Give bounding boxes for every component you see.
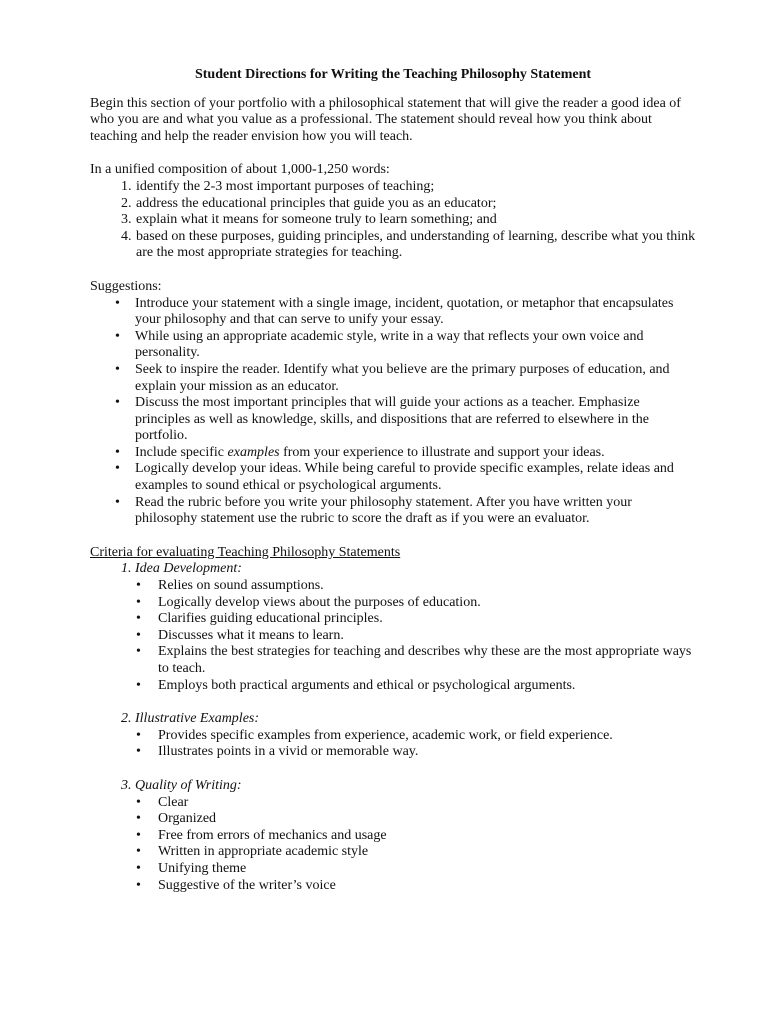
purpose-item: 4. based on these purposes, guiding principles, and understanding of learning, describe what you think are the most appropriate strategies for teaching. — [135, 229, 696, 262]
criterion-section — [135, 711, 696, 761]
suggestion-item — [135, 445, 696, 462]
document-title: Student Directions for Writing the Teaching Philosophy Statement — [194, 67, 592, 82]
criterion-item: • Discusses what it means to learn. — [158, 628, 696, 645]
suggestions-list — [90, 296, 696, 528]
suggestion-item: • Introduce your statement with a single image, incident, quotation, or metaphor that encapsulates your philosophy and that can serve to unify your essay. — [135, 296, 696, 329]
criterion-item: • Provides specific examples from experience, academic work, or field experience. — [158, 728, 696, 745]
criterion-items — [135, 578, 696, 694]
criterion-section — [135, 778, 696, 894]
criterion-item: • Logically develop views about the purposes of education. — [158, 595, 696, 612]
criterion-item: • Clarifies guiding educational principles. — [158, 611, 696, 628]
criterion-item: • Organized — [158, 811, 696, 828]
criterion-item: • Explains the best strategies for teaching and describes why these are the most appropriate ways to teach. — [158, 644, 696, 677]
suggestion-item: • Read the rubric before you write your philosophy statement. After you have written your philosophy statement use the rubric to score the draft as if you were an evaluator. — [135, 495, 696, 528]
purpose-item: 1. identify the 2-3 most important purposes of teaching; — [135, 179, 696, 196]
criterion-items — [135, 728, 696, 761]
criteria-list — [90, 561, 696, 894]
suggestion-item: • Discuss the most important principles that will guide your actions as a teacher. Emphasize principles as well as knowledge, skills, and dispositions that are referred to elsewhere in the portfolio. — [135, 395, 696, 445]
suggestion-text-before: Include specific — [135, 444, 228, 460]
suggestion-item: • Seek to inspire the reader. Identify what you believe are the primary purposes of education, and explain your mission as an educator. — [135, 362, 696, 395]
suggestion-item: • While using an appropriate academic style, write in a way that reflects your own voice and personality. — [135, 329, 696, 362]
purpose-item: 3. explain what it means for someone truly to learn something; and — [135, 212, 696, 229]
suggestion-text-after: from your experience to illustrate and support your ideas. — [279, 444, 605, 460]
spacer — [90, 528, 696, 545]
purpose-item: 2. address the educational principles that guide you as an educator; — [135, 196, 696, 213]
criterion-item: • Clear — [158, 795, 696, 812]
criteria-heading: Criteria for evaluating Teaching Philosophy Statements — [90, 544, 401, 560]
criterion-item: • Unifying theme — [158, 861, 696, 878]
intro-paragraph: Begin this section of your portfolio with a philosophical statement that will give the reader a good idea of who you are and what you value as a professional. The statement should reveal how you think about teaching and help the reader envision how you will teach. — [90, 95, 681, 144]
suggestion-emphasis: examples — [227, 444, 280, 460]
spacer — [90, 145, 696, 162]
criterion-items — [135, 795, 696, 895]
criterion-section — [135, 561, 696, 694]
criterion-item: • Free from errors of mechanics and usage — [158, 828, 696, 845]
criterion-item: • Illustrates points in a vivid or memorable way. — [158, 744, 696, 761]
criterion-item: • Relies on sound assumptions. — [158, 578, 696, 595]
criterion-label: Illustrative Examples: — [135, 711, 260, 727]
criterion-item: • Employs both practical arguments and ethical or psychological arguments. — [158, 678, 696, 695]
spacer — [90, 262, 696, 279]
suggestion-item: • Logically develop your ideas. While being careful to provide specific examples, relate ideas and examples to sound ethical or psychological arguments. — [135, 461, 696, 494]
criterion-label: Quality of Writing: — [135, 777, 242, 793]
composition-lead: In a unified composition of about 1,000-1,250 words: — [90, 162, 390, 178]
criterion-item: • Written in appropriate academic style — [158, 844, 696, 861]
purposes-list — [90, 179, 696, 262]
criterion-label: Idea Development: — [135, 561, 242, 577]
criterion-item: • Suggestive of the writer’s voice — [158, 878, 696, 895]
suggestions-heading: Suggestions: — [90, 278, 162, 294]
